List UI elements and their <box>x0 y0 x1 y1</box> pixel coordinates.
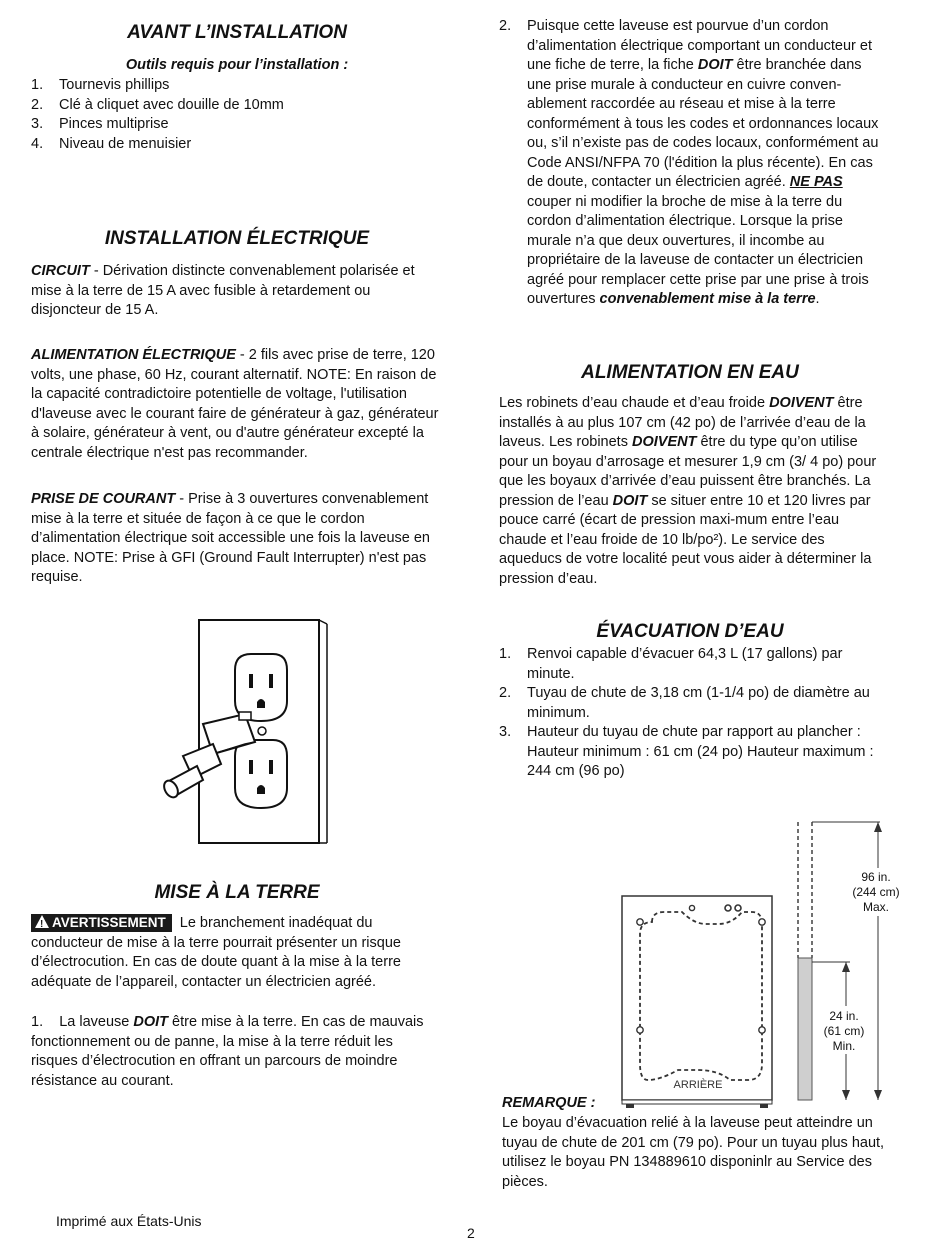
warning-icon <box>35 915 49 928</box>
avant-subtitle: Outils requis pour l’installation : <box>125 57 349 73</box>
page-number: 2 <box>467 1225 475 1241</box>
list-item: 1. Tournevis phillips <box>31 77 170 93</box>
drain-height-diagram <box>600 818 900 1108</box>
circuit-paragraph: CIRCUIT - Dérivation distincte convenablement polarisée et mise à la terre de 15 A avec fusible à retardement ou disjoncteur de 15 A. <box>31 263 415 318</box>
list-item: 4. Niveau de menuisier <box>31 135 192 152</box>
min-label-3: Min. <box>832 1039 856 1053</box>
evac-list <box>499 645 881 782</box>
list-item: 2. Clé à cliquet avec douille de 10mm <box>31 96 284 113</box>
alimentation-paragraph: ALIMENTATION ÉLECTRIQUE - 2 fils avec prise de terre, 120 volts, une phase, 60 Hz, courant alternatif. NOTE: En raison de la capacité contradictoire potentielle de voltage, l'utilisation d'laveuse avec le courant faire de générateur à gaz, générateur à solaire, générateur à vent, ou d'autre générateur excepté la centrale électrique n'est pas recommander. <box>31 347 439 461</box>
eau-paragraph: Les robinets d’eau chaude et d’eau froide DOIVENT être installés à au plus 107 cm (42 po) de l’arrivée d’eau de la laveus. Les robinets DOIVENT être du type qu’on utilise pour un boyau d’arrosage et mesurer 1,9 cm (3/ 4 po) pour que les boyaux d’arrivée d’eau puissent être branchés. La pression de l’eau DOIT se situer entre 10 et 120 livres par pouce carré (écart de pression maxi-mum entre l’eau chaude et l’eau froide de 10 lb/po²). Le service des aqueducs de votre localité peut vous aider à déterminer la pression d’eau. <box>499 395 877 587</box>
warning-paragraph: !AVERTISSEMENT Le branchement inadéquat du conducteur de mise à la terre pourrait présenter un risque d’électrocution. En cas de doute quant à la mise à la terre adéquate de l’appareil, contacter un électricien agréé. <box>31 914 443 992</box>
list-item: 3. Pinces multiprise <box>31 116 169 132</box>
terre-title: MISE À LA TERRE <box>154 882 320 903</box>
grounding-list <box>499 17 881 310</box>
eau-title: ALIMENTATION EN EAU <box>581 362 799 383</box>
evac-title: ÉVACUATION D’EAU <box>596 621 784 642</box>
electrique-title: INSTALLATION ÉLECTRIQUE <box>104 228 370 249</box>
min-label-2: (61 cm) <box>823 1024 865 1038</box>
list-item: 2. Puisque cette laveuse est pourvue d’un cordon d’alimentation électrique comportant un conducteur et une fiche de terre, la fiche DOIT être branchée dans une prise murale à conducteur en cuivre conven-ablement raccordée au réseau et mise à la terre conformément à tous les codes et ordonnances locaux ou, s’il n’existe pas de codes locaux, conformément au Code ANSI/NFPA 70 (l'édition la plus récente). En cas de doute, contacter un électricien agréé. NE PAS couper ni modifier la broche de mise à la terre du cordon d’alimentation électrique. Lorsque la prise murale n’a que deux ouvertures, il incombe au propriétaire de la laveuse de contacter un électricien agréé pour remplacer cette prise par une prise à trois ouvertures convenablement mise à la terre. <box>499 18 879 307</box>
tools-list <box>31 76 443 154</box>
list-item: 1. Renvoi capable d’évacuer 64,3 L (17 gallons) par minute. <box>499 646 843 682</box>
prise-paragraph: PRISE DE COURANT - Prise à 3 ouvertures convenablement mise à la terre et située de façon à ce que le cordon d’alimentation électrique soit accessible une fois la laveuse en place. NOTE: Prise à GFI (Ground Fault Interrupter) n'est pas requise. <box>31 491 430 585</box>
list-item: 3. Hauteur du tuyau de chute par rapport au plancher : Hauteur minimum : 61 cm (24 po) Hauteur maximum : 244 cm (96 po) <box>499 724 874 779</box>
remarque-text: Le boyau d’évacuation relié à la laveuse peut atteindre un tuyau de chute de 201 cm (79 po). Pour un tuyau plus haut, utilisez le boyau PN 134889610 disponinlr au Service des pièces. <box>502 1115 885 1190</box>
list-item: 2. Tuyau de chute de 3,18 cm (1-1/4 po) de diamètre au minimum. <box>499 685 870 721</box>
avant-title: AVANT L’INSTALLATION <box>127 22 347 43</box>
printed-footer: Imprimé aux États-Unis <box>56 1213 202 1229</box>
arriere-label: ARRIÈRE <box>673 1079 723 1091</box>
max-label-3: Max. <box>862 900 890 914</box>
outlet-plug-illustration <box>137 616 362 848</box>
remarque-label: REMARQUE : <box>502 1095 596 1111</box>
max-label-1: 96 in. <box>861 870 891 884</box>
terre-item-1: 1. La laveuse DOIT être mise à la terre. En cas de mauvais fonctionnement ou de panne, la mise à la terre réduit les risques d’électrocution en offrant un parcours de moindre résistance au courant. <box>31 1014 424 1089</box>
min-label-1: 24 in. <box>829 1009 859 1023</box>
warning-badge: !AVERTISSEMENT <box>31 914 172 932</box>
max-label-2: (244 cm) <box>852 885 900 899</box>
